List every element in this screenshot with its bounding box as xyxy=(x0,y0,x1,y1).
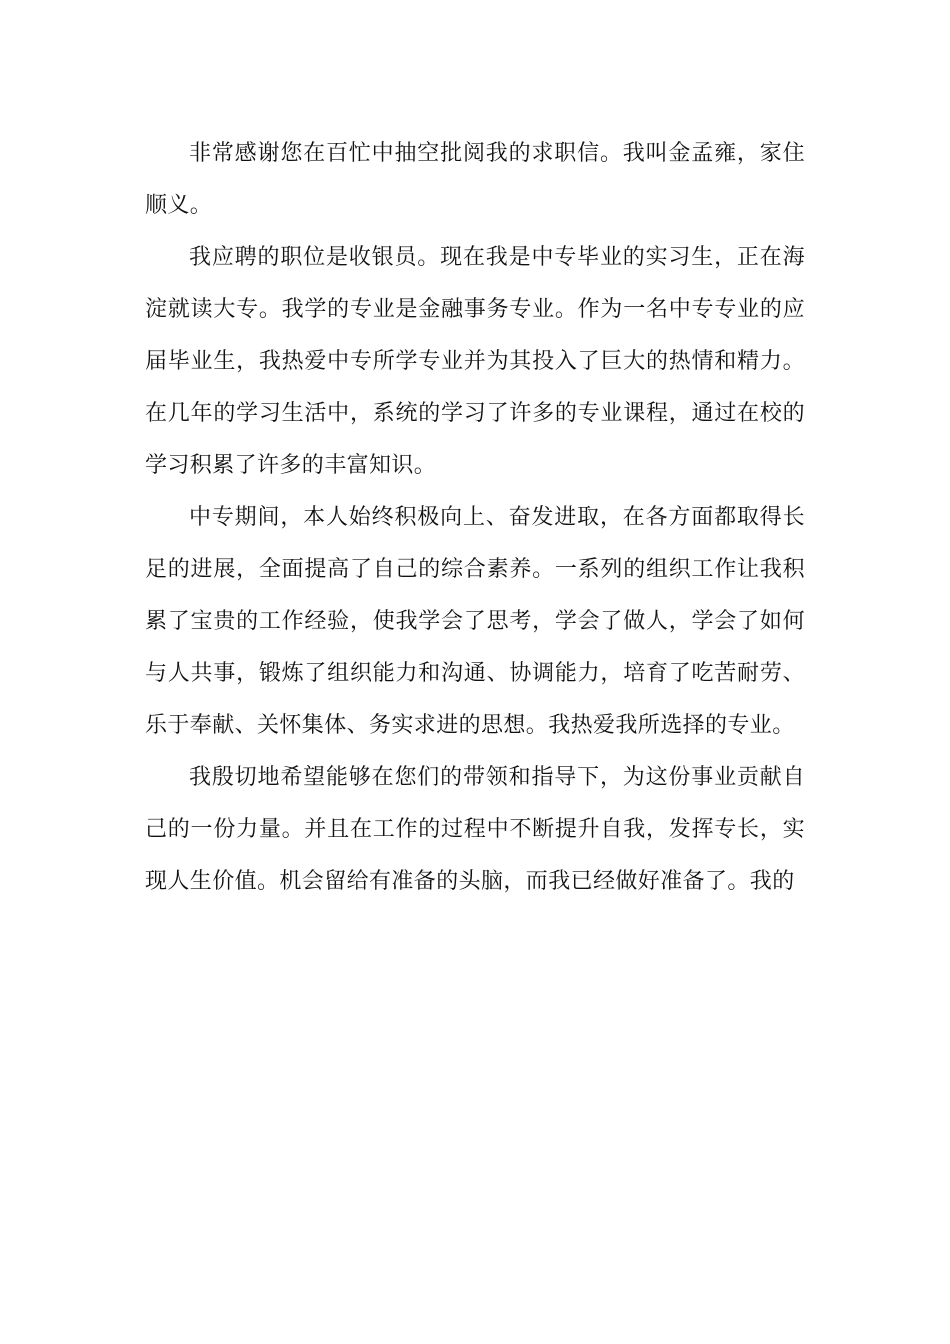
paragraph-1: 非常感谢您在百忙中抽空批阅我的求职信。我叫金孟雍，家住顺义。 xyxy=(145,141,805,218)
letter-body xyxy=(145,128,805,908)
paragraph-2: 我应聘的职位是收银员。现在我是中专毕业的实习生，正在海淀就读大专。我学的专业是金融事务专业。作为一名中专专业的应届毕业生，我热爱中专所学专业并为其投入了巨大的热情和精力。在几年的学习生活中，系统的学习了许多的专业课程，通过在校的学习积累了许多的丰富知识。 xyxy=(145,245,805,478)
paragraph-4: 我殷切地希望能够在您们的带领和指导下，为这份事业贡献自己的一份力量。并且在工作的过程中不断提升自我，发挥专长，实现人生价值。机会留给有准备的头脑，而我已经做好准备了。我的 xyxy=(145,765,805,894)
paragraph-3: 中专期间，本人始终积极向上、奋发进取，在各方面都取得长足的进展，全面提高了自己的综合素养。一系列的组织工作让我积累了宝贵的工作经验，使我学会了思考，学会了做人，学会了如何与人共事，锻炼了组织能力和沟通、协调能力，培育了吃苦耐劳、乐于奉献、关怀集体、务实求进的思想。我热爱我所选择的专业。 xyxy=(145,505,805,738)
